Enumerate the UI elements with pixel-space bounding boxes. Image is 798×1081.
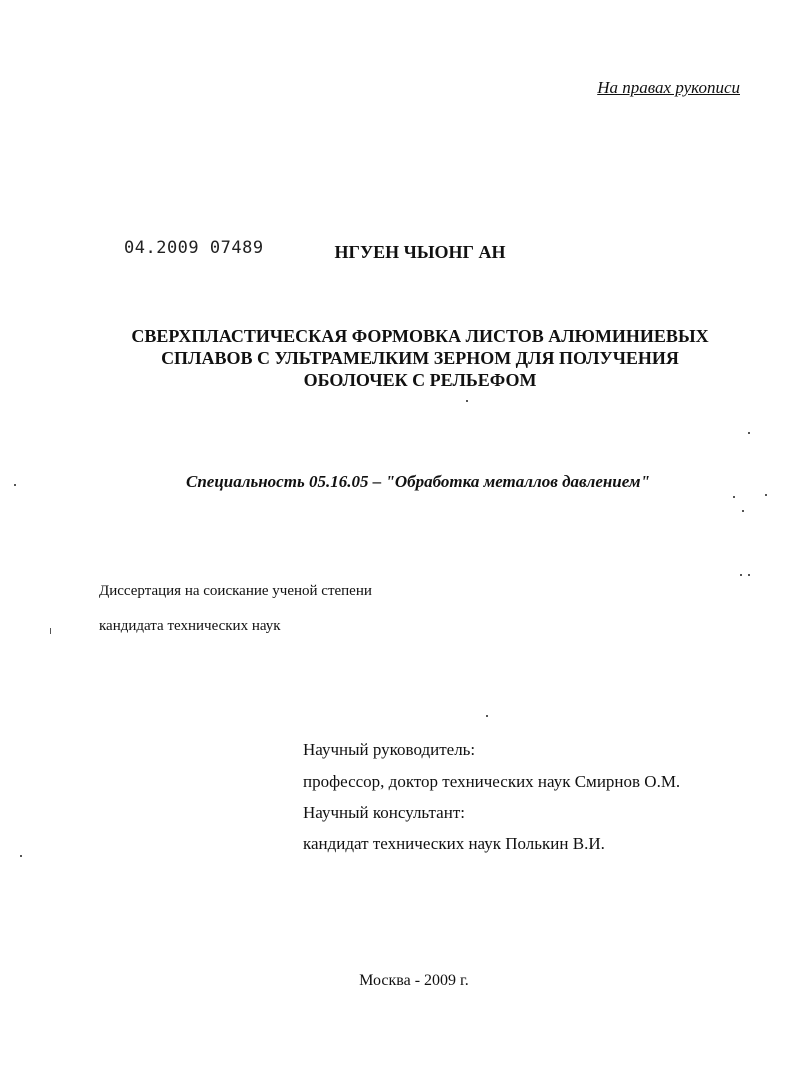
scan-speck: [742, 510, 744, 512]
consultant-name: кандидат технических наук Полькин В.И.: [303, 834, 605, 853]
dissertation-title: [80, 325, 760, 391]
degree-line-2: кандидата технических наук: [99, 618, 281, 634]
scan-speck: [748, 574, 750, 576]
supervisor-label: Научный руководитель:: [303, 740, 476, 759]
title-line: СПЛАВОВ С УЛЬТРАМЕЛКИМ ЗЕРНОМ ДЛЯ ПОЛУЧЕНИЯ: [161, 348, 679, 368]
supervisor-name: профессор, доктор технических наук Смирнов О.М.: [303, 772, 681, 791]
scan-speck: [50, 628, 51, 634]
author-name: НГУЕН ЧЫОНГ АН: [334, 242, 506, 262]
scan-speck: [748, 432, 750, 434]
scan-speck: [14, 484, 16, 486]
scan-speck: [20, 855, 22, 857]
scan-speck: [486, 715, 488, 717]
scan-speck: [740, 574, 742, 576]
degree-line-1: Диссертация на соискание ученой степени: [99, 583, 372, 599]
consultant-label: Научный консультант:: [303, 803, 465, 822]
title-line: СВЕРХПЛАСТИЧЕСКАЯ ФОРМОВКА ЛИСТОВ АЛЮМИНИЕВЫХ: [131, 326, 709, 346]
city-year: Москва - 2009 г.: [359, 972, 469, 989]
rights-reserved-note: На правах рукописи: [597, 78, 740, 97]
specialty-line: Специальность 05.16.05 – "Обработка металлов давлением": [186, 472, 650, 491]
scan-speck: [765, 494, 767, 496]
title-line: ОБОЛОЧЕК С РЕЛЬЕФОМ: [303, 370, 537, 390]
scan-speck: [466, 400, 468, 402]
registration-number: 04.2009 07489: [124, 238, 264, 258]
scan-speck: [733, 496, 735, 498]
